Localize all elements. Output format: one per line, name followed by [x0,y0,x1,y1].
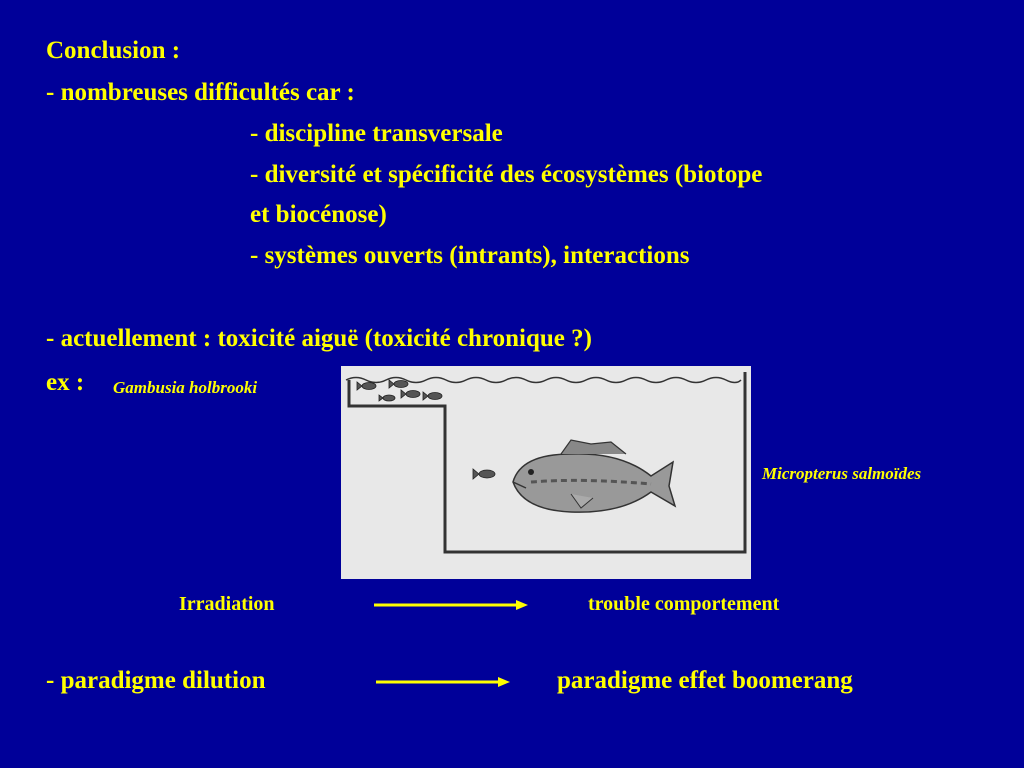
example-prefix: ex : [46,369,85,396]
paradigm-to: paradigme effet boomerang [557,667,853,694]
difficulties-intro: - nombreuses difficultés car : [46,79,355,106]
cause-label: Irradiation [179,593,275,615]
difficulty-item-2: - diversité et spécificité des écosystèmes (biotope [250,161,763,188]
current-status: - actuellement : toxicité aiguë (toxicité chronique ?) [46,325,592,352]
effect-label: trouble comportement [588,593,780,615]
cause-effect-arrow [372,597,532,613]
large-fish-label: Micropterus salmoïdes [762,464,922,483]
prey-fish [473,469,495,479]
difficulty-item-3: - systèmes ouverts (intrants), interactions [250,242,690,269]
bass-fish [513,440,675,512]
slide-title: Conclusion : [46,37,181,64]
small-fish-label: Gambusia holbrooki [113,378,258,397]
paradigm-arrow [374,674,514,690]
difficulty-item-2-continued: et biocénose) [250,201,387,228]
paradigm-from: - paradigme dilution [46,667,266,694]
aquarium-figure [341,366,751,579]
small-fish-group [357,380,442,401]
aquarium-illustration [341,366,751,579]
difficulty-item-1: - discipline transversale [250,120,503,147]
